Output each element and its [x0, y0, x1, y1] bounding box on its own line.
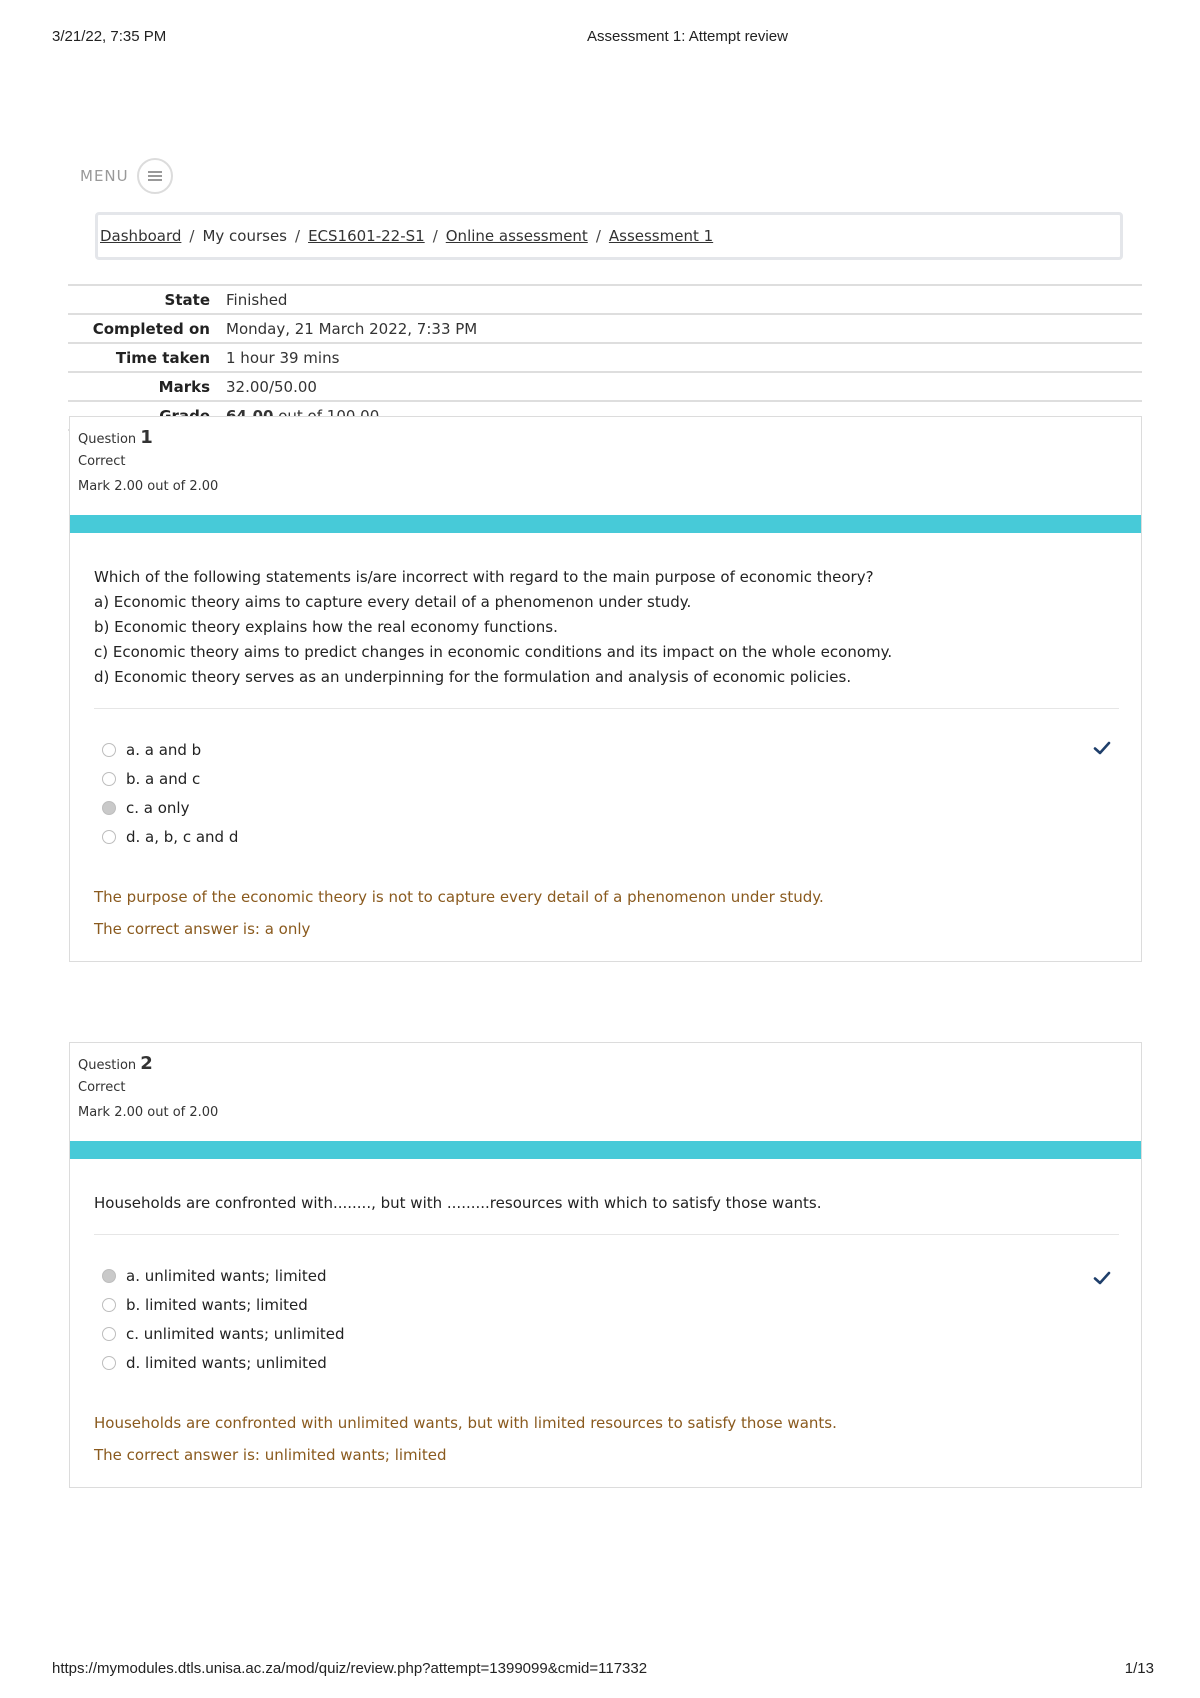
question-content [70, 533, 1141, 871]
question-2 [69, 1042, 1142, 1488]
summary-label: Completed on [68, 314, 226, 343]
question-number [78, 1053, 1133, 1074]
print-header [52, 28, 1152, 48]
radio-icon[interactable] [102, 772, 116, 786]
radio-selected-icon[interactable] [102, 1269, 116, 1283]
breadcrumb-course[interactable]: ECS1601-22-S1 [308, 227, 425, 245]
breadcrumb-separator: / [189, 227, 195, 245]
question-content [70, 1159, 1141, 1397]
question-text-line: a) Economic theory aims to capture every detail of a phenomenon under study. [94, 593, 692, 611]
breadcrumb-separator: / [295, 227, 301, 245]
question-1 [69, 416, 1142, 962]
summary-label: State [68, 285, 226, 314]
radio-icon[interactable] [102, 1356, 116, 1370]
summary-value: Finished [226, 285, 1142, 314]
answer-label: b. a and c [126, 769, 201, 788]
question-text-line: c) Economic theory aims to predict changes in economic conditions and its impact on the whole economy. [94, 643, 893, 661]
divider [94, 1234, 1119, 1235]
breadcrumb-dashboard[interactable]: Dashboard [100, 227, 182, 245]
breadcrumb-online-assessment[interactable]: Online assessment [445, 227, 588, 245]
question-info [70, 1043, 1141, 1141]
answer-label: a. unlimited wants; limited [126, 1266, 327, 1285]
attempt-summary-table [68, 284, 1142, 431]
right-answer: The correct answer is: unlimited wants; limited [94, 1446, 447, 1464]
breadcrumb-assessment[interactable]: Assessment 1 [608, 227, 714, 245]
summary-value: Monday, 21 March 2022, 7:33 PM [226, 314, 1142, 343]
question-text-line: Which of the following statements is/are incorrect with regard to the main purpose of economic theory? [94, 568, 874, 586]
answer-option-d[interactable] [94, 1348, 1119, 1377]
breadcrumb-separator: / [595, 227, 601, 245]
answer-label: a. a and b [126, 740, 202, 759]
summary-value: 32.00/50.00 [226, 372, 1142, 401]
radio-icon[interactable] [102, 1327, 116, 1341]
question-text-line: Households are confronted with........, but with .........resources with which to satisfy those wants. [94, 1194, 822, 1212]
question-accent-bar [70, 1141, 1141, 1159]
breadcrumb [95, 212, 1123, 260]
question-feedback [70, 1397, 1141, 1487]
summary-value: 1 hour 39 mins [226, 343, 1142, 372]
answer-label: c. unlimited wants; unlimited [126, 1324, 345, 1343]
question-state: Correct [78, 1080, 126, 1095]
checkmark-icon [1093, 1269, 1111, 1287]
print-page-number: 1/13 [1124, 1660, 1154, 1677]
question-num: 2 [140, 1053, 153, 1074]
divider [94, 708, 1119, 709]
answer-option-d[interactable] [94, 822, 1119, 851]
question-info [70, 417, 1141, 515]
summary-label: Marks [68, 372, 226, 401]
print-datetime: 3/21/22, 7:35 PM [52, 28, 167, 45]
answer-option-a[interactable] [94, 1261, 1119, 1290]
answer-list [94, 735, 1119, 851]
answer-option-c[interactable] [94, 1319, 1119, 1348]
breadcrumb-my-courses: My courses [202, 227, 287, 245]
answer-option-b[interactable] [94, 764, 1119, 793]
summary-row-completed [68, 314, 1142, 343]
radio-icon[interactable] [102, 1298, 116, 1312]
answer-label: d. a, b, c and d [126, 827, 239, 846]
menu-label: MENU [80, 167, 129, 185]
summary-row-time-taken [68, 343, 1142, 372]
general-feedback: Households are confronted with unlimited wants, but with limited resources to satisfy those wants. [94, 1414, 837, 1432]
question-number [78, 427, 1133, 448]
question-text [94, 1191, 1119, 1216]
question-grade: Mark 2.00 out of 2.00 [78, 479, 219, 494]
question-prefix: Question [78, 1058, 137, 1073]
question-text [94, 565, 1119, 690]
answer-option-c[interactable] [94, 793, 1119, 822]
question-text-line: d) Economic theory serves as an underpinning for the formulation and analysis of economic policies. [94, 668, 852, 686]
print-url: https://mymodules.dtls.unisa.ac.za/mod/quiz/review.php?attempt=1399099&cmid=117332 [52, 1660, 648, 1677]
menu-toggle[interactable] [80, 158, 173, 194]
question-feedback [70, 871, 1141, 961]
radio-selected-icon[interactable] [102, 801, 116, 815]
question-num: 1 [140, 427, 153, 448]
answer-label: c. a only [126, 798, 190, 817]
checkmark-icon [1093, 739, 1111, 757]
general-feedback: The purpose of the economic theory is not to capture every detail of a phenomenon under study. [94, 888, 824, 906]
summary-row-marks [68, 372, 1142, 401]
summary-label: Time taken [68, 343, 226, 372]
radio-icon[interactable] [102, 743, 116, 757]
question-text-line: b) Economic theory explains how the real economy functions. [94, 618, 558, 636]
print-footer [52, 1660, 1154, 1680]
question-accent-bar [70, 515, 1141, 533]
radio-icon[interactable] [102, 830, 116, 844]
answer-label: d. limited wants; unlimited [126, 1353, 327, 1372]
right-answer: The correct answer is: a only [94, 920, 311, 938]
answer-option-a[interactable] [94, 735, 1119, 764]
answer-option-b[interactable] [94, 1290, 1119, 1319]
summary-row-state [68, 285, 1142, 314]
breadcrumb-separator: / [432, 227, 438, 245]
answer-list [94, 1261, 1119, 1377]
question-grade: Mark 2.00 out of 2.00 [78, 1105, 219, 1120]
question-state: Correct [78, 454, 126, 469]
answer-label: b. limited wants; limited [126, 1295, 308, 1314]
question-prefix: Question [78, 432, 137, 447]
hamburger-icon[interactable] [137, 158, 173, 194]
print-page-title: Assessment 1: Attempt review [587, 28, 788, 45]
